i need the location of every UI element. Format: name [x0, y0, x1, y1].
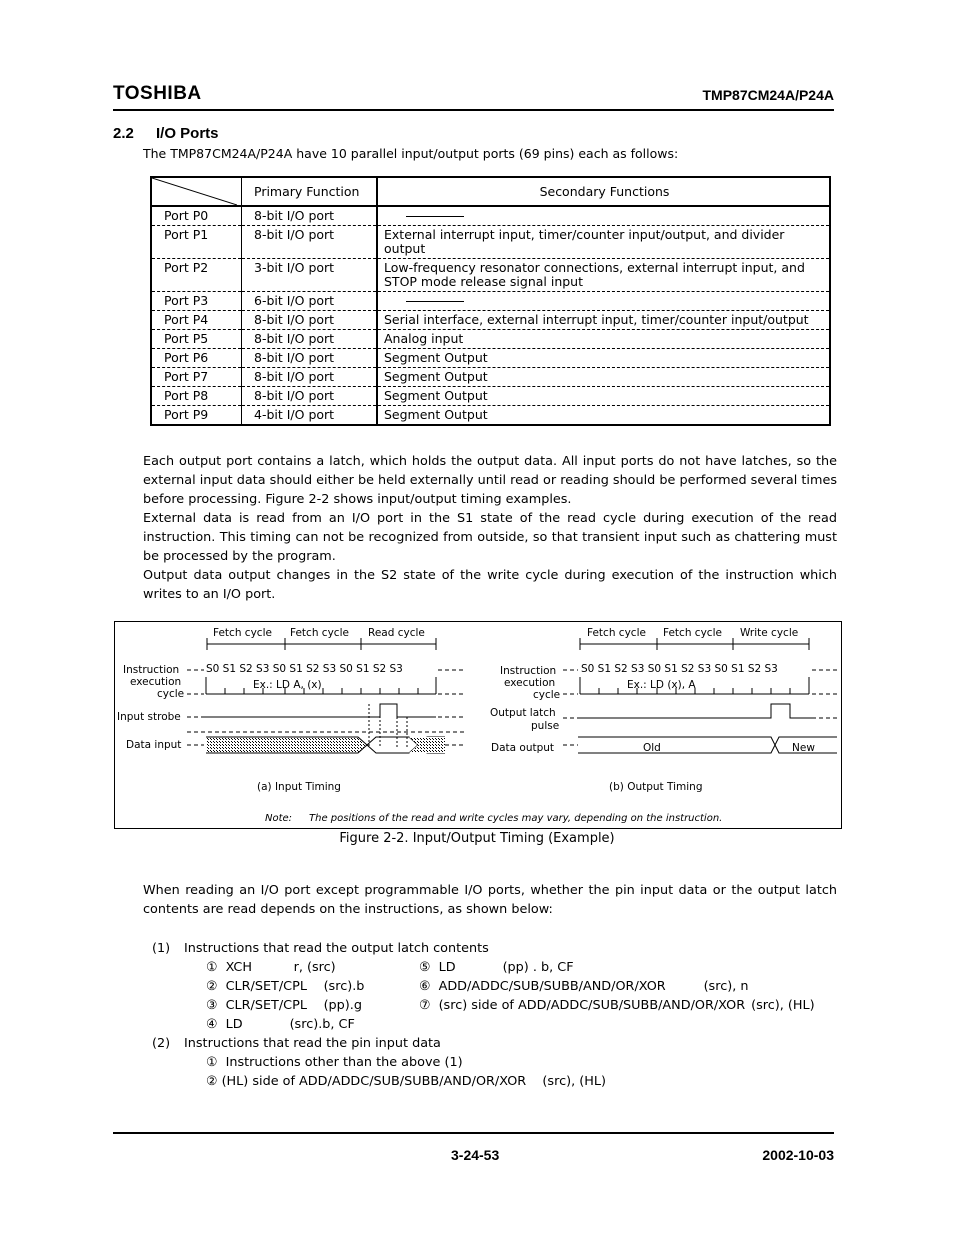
- list-op: CLR/SET/CPL: [225, 979, 307, 994]
- input-fetch-cycle-1: Fetch cycle: [213, 627, 272, 639]
- input-signal-strobe: Input strobe: [117, 711, 181, 723]
- list-mark: ①: [206, 1055, 218, 1070]
- list-mark: ②: [206, 1074, 218, 1089]
- list-args: (src).b, CF: [289, 1017, 355, 1032]
- table-row: [151, 226, 830, 259]
- paragraph-latch: Each output port contains a latch, which holds the output data. All input ports do not have latches, so the external input data should either be held externally until read or reading should be performed several times before processing. Figure 2-2 shows input/output timing examples.: [143, 454, 837, 508]
- table-header-row: [151, 177, 830, 206]
- port-name-cell: Port P4: [151, 311, 242, 330]
- input-timing-caption: (a) Input Timing: [257, 781, 341, 793]
- table-row: [151, 259, 830, 292]
- secondary-function-cell: [377, 292, 830, 311]
- input-read-cycle: Read cycle: [368, 627, 425, 639]
- output-signal-data: Data output: [491, 742, 555, 754]
- list1-item-5: [419, 958, 574, 977]
- input-signal-data: Data input: [126, 739, 182, 751]
- output-new-value: New: [792, 742, 815, 754]
- table-row: [151, 330, 830, 349]
- secondary-function-cell: Low-frequency resonator connections, external interrupt input, and STOP mode release signal input: [377, 259, 830, 292]
- none-dash: [406, 301, 464, 302]
- secondary-function-cell: External interrupt input, timer/counter input/output, and divider output: [377, 226, 830, 259]
- table-row: [151, 311, 830, 330]
- output-write-cycle: Write cycle: [740, 627, 799, 639]
- port-name-cell: Port P7: [151, 368, 242, 387]
- list-mark: ⑦: [419, 998, 431, 1013]
- figure-caption: Figure 2-2. Input/Output Timing (Example): [339, 831, 615, 846]
- table-row: [151, 349, 830, 368]
- secondary-header: Secondary Functions: [377, 177, 830, 206]
- list1-item-7: [419, 996, 815, 1015]
- list-op: (src) side of ADD/ADDC/SUB/SUBB/AND/OR/XOR: [438, 998, 746, 1013]
- diagonal-line: [152, 178, 237, 205]
- primary-function-cell: 6-bit I/O port: [242, 292, 378, 311]
- primary-function-cell: 8-bit I/O port: [242, 387, 378, 406]
- diagonal-header-cell: [151, 177, 242, 206]
- primary-function-cell: 8-bit I/O port: [242, 330, 378, 349]
- input-fetch-cycle-2: Fetch cycle: [290, 627, 349, 639]
- list2-item-2: [206, 1072, 606, 1091]
- primary-function-cell: 4-bit I/O port: [242, 406, 378, 426]
- intro-text: The TMP87CM24A/P24A have 10 parallel input/output ports (69 pins) each as follows:: [143, 146, 679, 161]
- list-mark: ②: [206, 979, 218, 994]
- list2-item-1: [206, 1053, 463, 1072]
- secondary-function-cell: Segment Output: [377, 368, 830, 387]
- list-mark: ⑤: [419, 960, 431, 975]
- output-old-value: Old: [643, 742, 661, 754]
- section-number: 2.2: [113, 125, 134, 142]
- table-row: [151, 206, 830, 226]
- output-signal-execution: execution: [504, 677, 556, 689]
- list-mark: ③: [206, 998, 218, 1013]
- input-signal-execution: execution: [130, 676, 182, 688]
- list1-number: (1): [152, 941, 171, 956]
- output-example: Ex.: LD (x), A: [627, 679, 696, 691]
- paragraph-output: Output data output changes in the S2 state of the write cycle during execution of the instruction which writes to an I/O port.: [143, 568, 837, 603]
- port-name-cell: Port P5: [151, 330, 242, 349]
- part-number: TMP87CM24A/P24A: [702, 87, 834, 103]
- secondary-function-cell: Segment Output: [377, 387, 830, 406]
- list-mark: ①: [206, 960, 218, 975]
- primary-function-cell: 3-bit I/O port: [242, 259, 378, 292]
- brand-logo: TOSHIBA: [113, 83, 202, 104]
- list1-item-3: [206, 996, 362, 1015]
- section-title-text: I/O Ports: [156, 125, 219, 142]
- list1-item-2: [206, 977, 364, 996]
- paragraph-reading: When reading an I/O port except programmable I/O ports, whether the pin input data or the output latch contents are read depends on the instructions, as shown below:: [143, 883, 837, 918]
- output-timing-caption: (b) Output Timing: [609, 781, 703, 793]
- list-op: ADD/ADDC/SUB/SUBB/AND/OR/XOR: [438, 979, 666, 994]
- list-args: r, (src): [293, 960, 336, 975]
- list-text: Instructions other than the above (1): [225, 1055, 463, 1070]
- list-mark: ④: [206, 1017, 218, 1032]
- primary-function-cell: 8-bit I/O port: [242, 311, 378, 330]
- input-signal-cycle: cycle: [157, 688, 185, 700]
- primary-function-cell: 8-bit I/O port: [242, 368, 378, 387]
- input-signal-instruction: Instruction: [123, 664, 180, 676]
- output-signal-pulse: pulse: [531, 720, 560, 732]
- list-mark: ⑥: [419, 979, 431, 994]
- ports-table: [150, 176, 831, 426]
- table-row: [151, 368, 830, 387]
- secondary-function-cell: Segment Output: [377, 349, 830, 368]
- list-text: (HL) side of ADD/ADDC/SUB/SUBB/AND/OR/XOR (src), (HL): [221, 1074, 606, 1089]
- table-row: [151, 406, 830, 426]
- port-name-cell: Port P9: [151, 406, 242, 426]
- output-timing: [490, 627, 837, 793]
- input-states: S0 S1 S2 S3 S0 S1 S2 S3 S0 S1 S2 S3: [206, 663, 403, 675]
- secondary-function-cell: Analog input: [377, 330, 830, 349]
- list1-item-1: [206, 958, 336, 977]
- list1-item-6: [419, 977, 748, 996]
- primary-function-cell: 8-bit I/O port: [242, 226, 378, 259]
- port-name-cell: Port P0: [151, 206, 242, 226]
- table-row: [151, 387, 830, 406]
- timing-diagram: [115, 622, 841, 828]
- list1-item-4: [206, 1015, 355, 1034]
- list-op: LD: [438, 960, 456, 975]
- paragraph-read: External data is read from an I/O port in the S1 state of the read cycle during execution of the read instruction. This timing can not be recognized from outside, so that transient input such as chattering must be processed by the program.: [143, 511, 837, 565]
- primary-header: Primary Function: [242, 177, 378, 206]
- port-name-cell: Port P8: [151, 387, 242, 406]
- timing-figure: [114, 621, 842, 829]
- list2-number: (2): [152, 1036, 171, 1051]
- list-op: LD: [225, 1017, 243, 1032]
- port-name-cell: Port P3: [151, 292, 242, 311]
- section-title: [113, 125, 219, 142]
- footer-date: 2002-10-03: [762, 1147, 834, 1163]
- primary-function-cell: 8-bit I/O port: [242, 206, 378, 226]
- page-number: 3-24-53: [451, 1147, 500, 1163]
- figure-note: The positions of the read and write cycles may vary, depending on the instruction.: [309, 813, 723, 824]
- port-name-cell: Port P2: [151, 259, 242, 292]
- none-dash: [406, 216, 464, 217]
- footer-rule: [113, 1132, 834, 1134]
- output-fetch-cycle-2: Fetch cycle: [663, 627, 722, 639]
- input-timing: [117, 627, 465, 793]
- output-fetch-cycle-1: Fetch cycle: [587, 627, 646, 639]
- list-args: (src), n: [703, 979, 749, 994]
- port-name-cell: Port P1: [151, 226, 242, 259]
- table-row: [151, 292, 830, 311]
- list-args: (pp) . b, CF: [502, 960, 574, 975]
- list1-title: Instructions that read the output latch contents: [184, 941, 489, 956]
- list-args: (src).b: [323, 979, 365, 994]
- primary-function-cell: 8-bit I/O port: [242, 349, 378, 368]
- list-op: CLR/SET/CPL: [225, 998, 307, 1013]
- figure-note-label: Note:: [265, 813, 293, 824]
- header-rule: [113, 109, 834, 111]
- output-signal-latch: Output latch: [490, 707, 556, 719]
- list-args: (pp).g: [323, 998, 362, 1013]
- secondary-function-cell: Serial interface, external interrupt input, timer/counter input/output: [377, 311, 830, 330]
- output-signal-cycle: cycle: [533, 689, 561, 701]
- secondary-function-cell: [377, 206, 830, 226]
- list-op: XCH: [225, 960, 252, 975]
- input-example: Ex.: LD A, (x): [253, 679, 322, 691]
- output-states: S0 S1 S2 S3 S0 S1 S2 S3 S0 S1 S2 S3: [581, 663, 778, 675]
- list-args: (src), (HL): [751, 998, 815, 1013]
- port-name-cell: Port P6: [151, 349, 242, 368]
- output-signal-instruction: Instruction: [500, 665, 557, 677]
- list2-title: Instructions that read the pin input data: [184, 1036, 441, 1051]
- secondary-function-cell: Segment Output: [377, 406, 830, 426]
